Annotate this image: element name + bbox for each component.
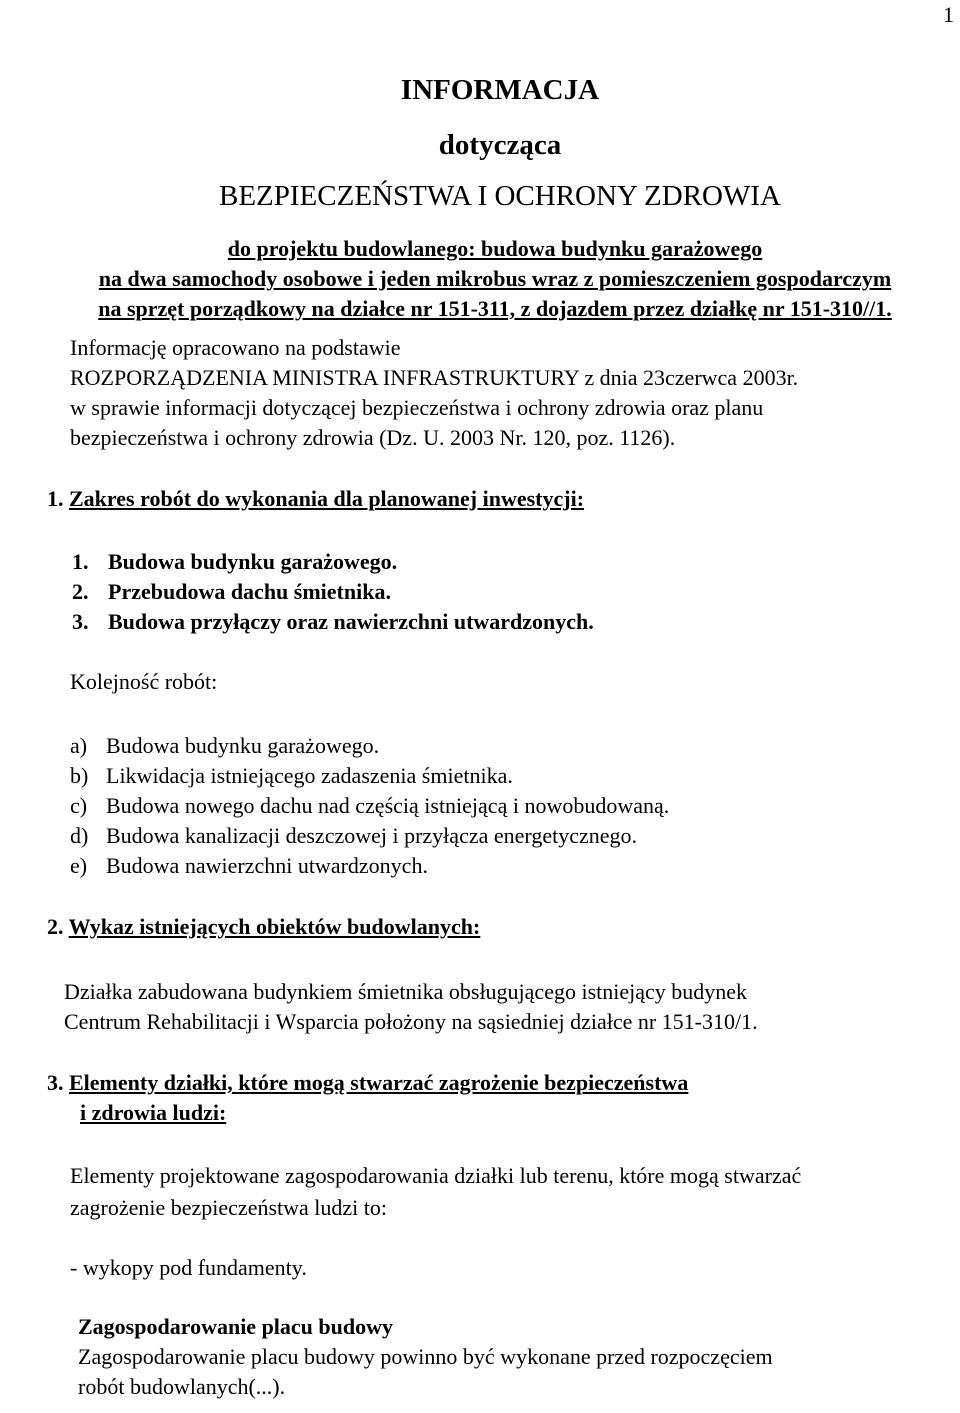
section-1-heading xyxy=(47,486,584,512)
section-3-line-1: Elementy projektowane zagospodarowania działki lub terenu, które mogą stwarzać xyxy=(70,1163,802,1188)
section-1-number: 1. xyxy=(47,486,64,511)
section-3-title: Elementy działki, które mogą stwarzać zagrożenie bezpieczeństwa xyxy=(69,1070,689,1095)
section-3-bullet: - wykopy pod fundamenty. xyxy=(70,1255,307,1280)
site-line-2: robót budowlanych(...). xyxy=(78,1374,286,1399)
basis-line-1: Informację opracowano na podstawie xyxy=(70,335,401,360)
section-2-title: Wykaz istniejących obiektów budowlanych: xyxy=(68,914,481,939)
basis-line-2: ROZPORZĄDZENIA MINISTRA INFRASTRUKTURY z dnia 23czerwca 2003r. xyxy=(70,365,799,390)
basis-line-4: bezpieczeństwa i ochrony zdrowia (Dz. U. 2003 Nr. 120, poz. 1126). xyxy=(70,425,676,450)
list-item: 3. Budowa przyłączy oraz nawierzchni utwardzonych. xyxy=(72,609,594,634)
section-3-heading xyxy=(47,1070,688,1096)
list-item: 2. Przebudowa dachu śmietnika. xyxy=(72,579,391,604)
site-heading: Zagospodarowanie placu budowy xyxy=(78,1314,394,1339)
document-title: INFORMACJA xyxy=(400,74,600,106)
order-label: Kolejność robót: xyxy=(70,669,218,694)
section-3-number: 3. xyxy=(47,1070,64,1095)
section-3-title-cont: i zdrowia ludzi: xyxy=(80,1100,227,1125)
section-2-number: 2. xyxy=(47,914,64,939)
section-2-line-2: Centrum Rehabilitacji i Wsparcia położony na sąsiedniej działce nr 151-310/1. xyxy=(64,1009,758,1034)
document-topic: BEZPIECZEŃSTWA I OCHRONY ZDROWIA xyxy=(219,180,781,212)
document-subtitle: dotycząca xyxy=(438,129,562,161)
section-1-title: Zakres robót do wykonania dla planowanej inwestycji: xyxy=(69,486,585,511)
section-3-line-2: zagrożenie bezpieczeństwa ludzi to: xyxy=(70,1195,388,1220)
section-2-line-1: Działka zabudowana budynkiem śmietnika obsługującego istniejący budynek xyxy=(64,979,748,1004)
section-2-heading xyxy=(47,914,480,940)
list-item: b) Likwidacja istniejącego zadaszenia śmietnika. xyxy=(70,763,513,788)
list-item: d) Budowa kanalizacji deszczowej i przyłącza energetycznego. xyxy=(70,823,637,848)
list-item: c) Budowa nowego dachu nad częścią istniejącą i nowobudowaną. xyxy=(70,793,670,818)
page-number: 1 xyxy=(943,2,954,27)
project-line-1: do projektu budowlanego: budowa budynku garażowego xyxy=(227,236,763,261)
project-line-3: na sprzęt porządkowy na działce nr 151-311, z dojazdem przez działkę nr 151-310//1. xyxy=(98,296,892,321)
list-item: e) Budowa nawierzchni utwardzonych. xyxy=(70,853,428,878)
project-line-2: na dwa samochody osobowe i jeden mikrobus wraz z pomieszczeniem gospodarczym xyxy=(98,266,892,291)
basis-line-3: w sprawie informacji dotyczącej bezpieczeństwa i ochrony zdrowia oraz planu xyxy=(70,395,764,420)
list-item: a) Budowa budynku garażowego. xyxy=(70,733,380,758)
site-line-1: Zagospodarowanie placu budowy powinno być wykonane przed rozpoczęciem xyxy=(78,1344,773,1369)
list-item: 1. Budowa budynku garażowego. xyxy=(72,549,398,574)
